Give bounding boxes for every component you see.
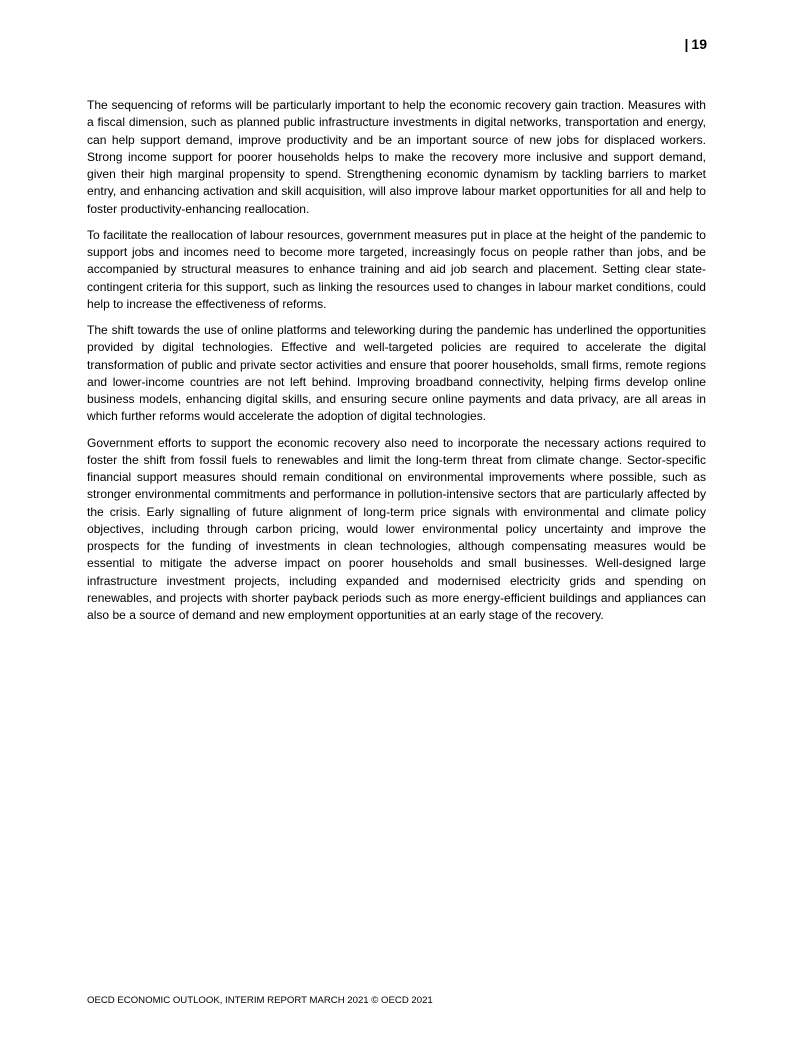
page-footer: OECD ECONOMIC OUTLOOK, INTERIM REPORT MARCH 2021 © OECD 2021 — [87, 995, 433, 1006]
paragraph-labour-reallocation: To facilitate the reallocation of labour resources, government measures put in place at the height of the pandemic to support jobs and incomes need to become more targeted, increasingly focus on people rather than jobs, and be accompanied by structural measures to enhance training and aid job search and placement. Setting clear state-contingent criteria for this support, such as linking the resources used to changes in labour market conditions, could help to increase the effectiveness of reforms. — [87, 227, 706, 311]
page-number-separator: | — [684, 36, 689, 52]
body-text — [87, 97, 706, 633]
page-number-value: 19 — [691, 36, 707, 52]
page-number — [685, 36, 708, 52]
paragraph-climate-transition: Government efforts to support the economic recovery also need to incorporate the necessary actions required to foster the shift from fossil fuels to renewables and limit the long-term threat from climate change. Sector-specific financial support measures should remain conditional on environmental improvements where possible, such as stronger environmental commitments and performance in pollution-intensive sectors that are particularly affected by the crisis. Early signalling of future alignment of long-term price signals with environmental and climate policy objectives, including through carbon pricing, would lower environmental policy uncertainty and improve the prospects for the funding of investments in clean technologies, although compensating measures would be essential to mitigate the adverse impact on poorer households and small businesses. Well-designed large infrastructure investment projects, including expanded and modernised electricity grids and spending on renewables, and projects with shorter payback periods such as more energy-efficient buildings and appliances can also be a source of demand and new employment opportunities at an early stage of the recovery. — [87, 435, 706, 622]
paragraph-digital-transformation: The shift towards the use of online platforms and teleworking during the pandemic has underlined the opportunities provided by digital technologies. Effective and well-targeted policies are required to accelerate the digital transformation of public and private sector activities and ensure that poorer households, small firms, remote regions and lower-income countries are not left behind. Improving broadband connectivity, helping firms develop online business models, enhancing digital skills, and ensuring secure online payments and data privacy, are all areas in which further reforms would accelerate the adoption of digital technologies. — [87, 323, 706, 424]
paragraph-reform-sequencing: The sequencing of reforms will be particularly important to help the economic recovery gain traction. Measures with a fiscal dimension, such as planned public infrastructure investments in digital networks, transportation and energy, can help support demand, improve productivity and be an important source of new jobs for displaced workers. Strong income support for poorer households helps to make the recovery more inclusive and support demand, given their high marginal propensity to spend. Strengthening economic dynamism by tackling barriers to market entry, and enhancing activation and skill acquisition, will also improve labour market opportunities for all and help to foster productivity-enhancing reallocation. — [87, 98, 706, 216]
